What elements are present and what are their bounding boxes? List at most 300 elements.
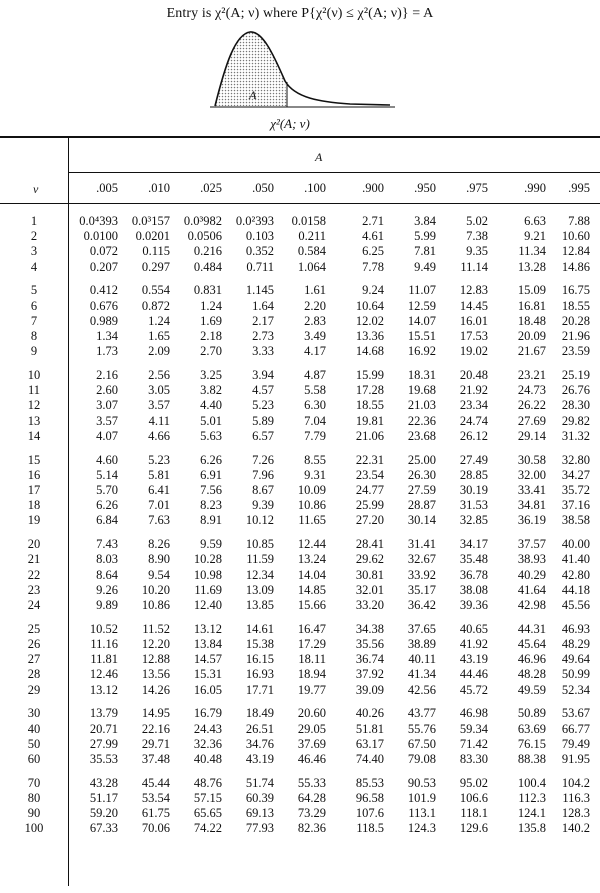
value-cell: 42.98 <box>517 598 546 612</box>
value-cell: 5.23 <box>252 398 274 412</box>
value-cell: 43.28 <box>89 776 118 790</box>
value-cell: 26.22 <box>517 398 546 412</box>
value-cell: 4.66 <box>148 429 170 443</box>
value-cell: 7.88 <box>568 214 590 228</box>
value-cell: 8.67 <box>252 483 274 497</box>
value-cell: 50.99 <box>561 667 590 681</box>
value-cell: 8.55 <box>304 453 326 467</box>
degrees-of-freedom-cell: 29 <box>27 683 41 697</box>
value-cell: 15.38 <box>245 637 274 651</box>
value-cell: 0.711 <box>246 260 274 274</box>
value-cell: 53.54 <box>141 791 170 805</box>
value-cell: 35.53 <box>89 752 118 766</box>
table-caption: Entry is χ²(A; ν) where P{χ²(ν) ≤ χ²(A; ν)} = A <box>166 6 434 21</box>
value-cell: 9.35 <box>466 244 488 258</box>
degrees-of-freedom-cell: 26 <box>27 637 41 651</box>
column-header-900: .900 <box>362 181 384 195</box>
value-cell: 12.34 <box>245 568 274 582</box>
value-cell: 16.75 <box>561 283 590 297</box>
value-cell: 90.53 <box>407 776 436 790</box>
value-cell: 9.39 <box>252 498 274 512</box>
value-cell: 40.65 <box>459 622 488 636</box>
degrees-of-freedom-cell: 100 <box>24 821 44 835</box>
value-cell: 40.11 <box>408 652 436 666</box>
value-cell: 9.49 <box>414 260 436 274</box>
value-cell: 41.92 <box>459 637 488 651</box>
value-cell: 7.43 <box>96 537 118 551</box>
degrees-of-freedom-cell: 20 <box>27 537 41 551</box>
value-cell: 14.85 <box>297 583 326 597</box>
value-cell: 19.81 <box>355 414 384 428</box>
value-cell: 2.20 <box>304 299 326 313</box>
value-cell: 16.81 <box>517 299 546 313</box>
column-header-975: .975 <box>466 181 488 195</box>
value-cell: 39.09 <box>355 683 384 697</box>
value-cell: 44.18 <box>561 583 590 597</box>
degrees-of-freedom-cell: 60 <box>27 752 41 766</box>
value-cell: 9.89 <box>96 598 118 612</box>
value-cell: 23.34 <box>459 398 488 412</box>
column-header-990: .990 <box>524 181 546 195</box>
degrees-of-freedom-cell: 3 <box>30 244 38 258</box>
value-cell: 45.56 <box>561 598 590 612</box>
curve-axis-label: χ²(A; ν) <box>270 116 310 131</box>
degrees-of-freedom-cell: 17 <box>27 483 41 497</box>
value-cell: 2.83 <box>304 314 326 328</box>
value-cell: 45.72 <box>459 683 488 697</box>
value-cell: 37.48 <box>141 752 170 766</box>
value-cell: 128.3 <box>561 806 590 820</box>
value-cell: 26.30 <box>407 468 436 482</box>
value-cell: 13.84 <box>193 637 222 651</box>
degrees-of-freedom-cell: 5 <box>30 283 38 297</box>
value-cell: 11.81 <box>90 652 118 666</box>
value-cell: 83.30 <box>459 752 488 766</box>
value-cell: 21.96 <box>561 329 590 343</box>
value-cell: 41.64 <box>517 583 546 597</box>
chi-square-density-curve <box>200 26 400 121</box>
degrees-of-freedom-cell: 11 <box>27 383 41 397</box>
value-cell: 18.55 <box>561 299 590 313</box>
value-cell: 40.29 <box>517 568 546 582</box>
value-cell: 3.07 <box>96 398 118 412</box>
value-cell: 0.0158 <box>291 214 326 228</box>
value-cell: 100.4 <box>517 776 546 790</box>
value-cell: 5.23 <box>148 453 170 467</box>
value-cell: 45.64 <box>517 637 546 651</box>
value-cell: 35.48 <box>459 552 488 566</box>
value-cell: 35.17 <box>407 583 436 597</box>
value-cell: 3.82 <box>200 383 222 397</box>
value-cell: 2.56 <box>148 368 170 382</box>
value-cell: 28.87 <box>407 498 436 512</box>
value-cell: 0.0⁴393 <box>79 214 118 228</box>
value-cell: 37.65 <box>407 622 436 636</box>
value-cell: 44.31 <box>517 622 546 636</box>
value-cell: 10.64 <box>355 299 384 313</box>
degrees-of-freedom-cell: 8 <box>30 329 38 343</box>
value-cell: 16.93 <box>245 667 274 681</box>
degrees-of-freedom-cell: 24 <box>27 598 41 612</box>
value-cell: 30.19 <box>459 483 488 497</box>
value-cell: 33.92 <box>407 568 436 582</box>
value-cell: 30.14 <box>407 513 436 527</box>
value-cell: 0.207 <box>89 260 118 274</box>
value-cell: 3.33 <box>252 344 274 358</box>
value-cell: 0.0100 <box>83 229 118 243</box>
value-cell: 7.78 <box>362 260 384 274</box>
value-cell: 1.24 <box>148 314 170 328</box>
value-cell: 3.84 <box>414 214 436 228</box>
value-cell: 37.92 <box>355 667 384 681</box>
value-cell: 13.12 <box>193 622 222 636</box>
value-cell: 20.09 <box>517 329 546 343</box>
value-cell: 45.44 <box>141 776 170 790</box>
value-cell: 79.49 <box>561 737 590 751</box>
value-cell: 13.24 <box>297 552 326 566</box>
value-cell: 55.33 <box>297 776 326 790</box>
degrees-of-freedom-cell: 14 <box>27 429 41 443</box>
column-header-025: .025 <box>200 181 222 195</box>
value-cell: 4.61 <box>362 229 384 243</box>
value-cell: 32.85 <box>459 513 488 527</box>
value-cell: 26.51 <box>245 722 274 736</box>
value-cell: 24.73 <box>517 383 546 397</box>
value-cell: 4.87 <box>304 368 326 382</box>
value-cell: 14.95 <box>141 706 170 720</box>
value-cell: 55.76 <box>407 722 436 736</box>
value-cell: 22.31 <box>355 453 384 467</box>
value-cell: 50.89 <box>517 706 546 720</box>
table-top-rule <box>0 136 600 138</box>
value-cell: 15.31 <box>193 667 222 681</box>
value-cell: 2.73 <box>252 329 274 343</box>
value-cell: 9.26 <box>96 583 118 597</box>
value-cell: 44.46 <box>459 667 488 681</box>
value-cell: 11.14 <box>460 260 488 274</box>
value-cell: 26.12 <box>459 429 488 443</box>
value-cell: 10.86 <box>141 598 170 612</box>
value-cell: 1.145 <box>245 283 274 297</box>
value-cell: 17.71 <box>245 683 274 697</box>
value-cell: 16.47 <box>297 622 326 636</box>
value-cell: 2.16 <box>96 368 118 382</box>
value-cell: 13.28 <box>517 260 546 274</box>
value-cell: 32.01 <box>355 583 384 597</box>
value-cell: 88.38 <box>517 752 546 766</box>
value-cell: 3.25 <box>200 368 222 382</box>
value-cell: 3.49 <box>304 329 326 343</box>
value-cell: 22.16 <box>141 722 170 736</box>
value-cell: 0.211 <box>298 229 326 243</box>
value-cell: 57.15 <box>193 791 222 805</box>
value-cell: 5.58 <box>304 383 326 397</box>
value-cell: 1.34 <box>96 329 118 343</box>
value-cell: 10.85 <box>245 537 274 551</box>
degrees-of-freedom-cell: 22 <box>27 568 41 582</box>
value-cell: 14.07 <box>407 314 436 328</box>
value-cell: 11.59 <box>246 552 274 566</box>
value-cell: 6.26 <box>96 498 118 512</box>
value-cell: 10.60 <box>561 229 590 243</box>
a-header-rule <box>68 172 600 173</box>
value-cell: 46.46 <box>297 752 326 766</box>
value-cell: 14.61 <box>245 622 274 636</box>
value-cell: 43.19 <box>245 752 274 766</box>
value-cell: 25.19 <box>561 368 590 382</box>
degrees-of-freedom-cell: 90 <box>27 806 41 820</box>
value-cell: 3.94 <box>252 368 274 382</box>
value-cell: 64.28 <box>297 791 326 805</box>
value-cell: 0.831 <box>193 283 222 297</box>
value-cell: 1.65 <box>148 329 170 343</box>
value-cell: 13.36 <box>355 329 384 343</box>
value-cell: 0.103 <box>245 229 274 243</box>
value-cell: 48.29 <box>561 637 590 651</box>
value-cell: 15.99 <box>355 368 384 382</box>
value-cell: 2.18 <box>200 329 222 343</box>
degrees-of-freedom-cell: 4 <box>30 260 38 274</box>
value-cell: 31.41 <box>407 537 436 551</box>
value-cell: 18.31 <box>407 368 436 382</box>
value-cell: 5.81 <box>148 468 170 482</box>
value-cell: 9.54 <box>148 568 170 582</box>
value-cell: 37.69 <box>297 737 326 751</box>
value-cell: 4.57 <box>252 383 274 397</box>
value-cell: 10.98 <box>193 568 222 582</box>
value-cell: 20.48 <box>459 368 488 382</box>
degrees-of-freedom-cell: 15 <box>27 453 41 467</box>
value-cell: 4.07 <box>96 429 118 443</box>
degrees-of-freedom-cell: 7 <box>30 314 38 328</box>
value-cell: 8.64 <box>96 568 118 582</box>
value-cell: 7.04 <box>304 414 326 428</box>
degrees-of-freedom-cell: 9 <box>30 344 38 358</box>
value-cell: 1.064 <box>297 260 326 274</box>
value-cell: 0.584 <box>297 244 326 258</box>
value-cell: 2.60 <box>96 383 118 397</box>
value-cell: 51.17 <box>89 791 118 805</box>
value-cell: 0.0201 <box>135 229 170 243</box>
value-cell: 0.297 <box>141 260 170 274</box>
value-cell: 35.56 <box>355 637 384 651</box>
value-cell: 12.83 <box>459 283 488 297</box>
value-cell: 11.52 <box>142 622 170 636</box>
value-cell: 63.17 <box>355 737 384 751</box>
value-cell: 12.46 <box>89 667 118 681</box>
column-header-995: .995 <box>568 181 590 195</box>
value-cell: 1.24 <box>200 299 222 313</box>
value-cell: 65.65 <box>193 806 222 820</box>
value-cell: 0.0³982 <box>183 214 222 228</box>
value-cell: 0.352 <box>245 244 274 258</box>
value-cell: 106.6 <box>459 791 488 805</box>
value-cell: 2.09 <box>148 344 170 358</box>
value-cell: 16.92 <box>407 344 436 358</box>
value-cell: 60.39 <box>245 791 274 805</box>
value-cell: 34.76 <box>245 737 274 751</box>
degrees-of-freedom-cell: 12 <box>27 398 41 412</box>
value-cell: 6.26 <box>200 453 222 467</box>
value-cell: 7.81 <box>414 244 436 258</box>
value-cell: 34.38 <box>355 622 384 636</box>
value-cell: 42.56 <box>407 683 436 697</box>
value-cell: 124.1 <box>517 806 546 820</box>
value-cell: 12.02 <box>355 314 384 328</box>
value-cell: 5.02 <box>466 214 488 228</box>
value-cell: 37.16 <box>561 498 590 512</box>
value-cell: 46.96 <box>517 652 546 666</box>
value-cell: 13.56 <box>141 667 170 681</box>
nu-column-header: ν <box>33 182 39 196</box>
value-cell: 74.22 <box>193 821 222 835</box>
value-cell: 140.2 <box>561 821 590 835</box>
value-cell: 118.5 <box>356 821 384 835</box>
value-cell: 9.21 <box>524 229 546 243</box>
value-cell: 16.15 <box>245 652 274 666</box>
value-cell: 27.20 <box>355 513 384 527</box>
value-cell: 32.67 <box>407 552 436 566</box>
value-cell: 11.65 <box>298 513 326 527</box>
value-cell: 32.80 <box>561 453 590 467</box>
value-cell: 107.6 <box>355 806 384 820</box>
value-cell: 20.28 <box>561 314 590 328</box>
value-cell: 101.9 <box>407 791 436 805</box>
value-cell: 38.89 <box>407 637 436 651</box>
value-cell: 7.56 <box>200 483 222 497</box>
value-cell: 12.84 <box>561 244 590 258</box>
value-cell: 14.26 <box>141 683 170 697</box>
value-cell: 21.92 <box>459 383 488 397</box>
value-cell: 113.1 <box>408 806 436 820</box>
value-cell: 59.20 <box>89 806 118 820</box>
value-cell: 91.95 <box>561 752 590 766</box>
degrees-of-freedom-cell: 13 <box>27 414 41 428</box>
value-cell: 104.2 <box>561 776 590 790</box>
value-cell: 4.60 <box>96 453 118 467</box>
value-cell: 40.26 <box>355 706 384 720</box>
value-cell: 9.59 <box>200 537 222 551</box>
value-cell: 17.29 <box>297 637 326 651</box>
column-header-100: .100 <box>304 181 326 195</box>
value-cell: 3.57 <box>148 398 170 412</box>
value-cell: 17.28 <box>355 383 384 397</box>
value-cell: 23.54 <box>355 468 384 482</box>
value-cell: 1.64 <box>252 299 274 313</box>
value-cell: 29.62 <box>355 552 384 566</box>
value-cell: 34.27 <box>561 468 590 482</box>
value-cell: 6.25 <box>362 244 384 258</box>
degrees-of-freedom-cell: 50 <box>27 737 41 751</box>
value-cell: 22.36 <box>407 414 436 428</box>
value-cell: 82.36 <box>297 821 326 835</box>
value-cell: 7.26 <box>252 453 274 467</box>
value-cell: 30.81 <box>355 568 384 582</box>
value-cell: 24.77 <box>355 483 384 497</box>
value-cell: 10.12 <box>245 513 274 527</box>
value-cell: 5.99 <box>414 229 436 243</box>
value-cell: 4.40 <box>200 398 222 412</box>
value-cell: 77.93 <box>245 821 274 835</box>
value-cell: 27.49 <box>459 453 488 467</box>
value-cell: 13.09 <box>245 583 274 597</box>
value-cell: 36.19 <box>517 513 546 527</box>
area-label: A <box>249 88 257 102</box>
value-cell: 118.1 <box>460 806 488 820</box>
value-cell: 1.69 <box>200 314 222 328</box>
value-cell: 14.86 <box>561 260 590 274</box>
value-cell: 23.68 <box>407 429 436 443</box>
value-cell: 49.64 <box>561 652 590 666</box>
value-cell: 15.51 <box>407 329 436 343</box>
value-cell: 0.872 <box>141 299 170 313</box>
value-cell: 5.14 <box>96 468 118 482</box>
value-cell: 6.91 <box>200 468 222 482</box>
value-cell: 12.20 <box>141 637 170 651</box>
column-header-005: .005 <box>96 181 118 195</box>
value-cell: 43.77 <box>407 706 436 720</box>
value-cell: 124.3 <box>407 821 436 835</box>
value-cell: 21.03 <box>407 398 436 412</box>
value-cell: 15.66 <box>297 598 326 612</box>
value-cell: 46.93 <box>561 622 590 636</box>
value-cell: 16.01 <box>459 314 488 328</box>
value-cell: 5.01 <box>200 414 222 428</box>
value-cell: 17.53 <box>459 329 488 343</box>
value-cell: 3.57 <box>96 414 118 428</box>
value-cell: 12.59 <box>407 299 436 313</box>
value-cell: 33.20 <box>355 598 384 612</box>
value-cell: 10.86 <box>297 498 326 512</box>
value-cell: 0.0²393 <box>235 214 274 228</box>
value-cell: 18.55 <box>355 398 384 412</box>
value-cell: 14.68 <box>355 344 384 358</box>
value-cell: 10.09 <box>297 483 326 497</box>
value-cell: 38.93 <box>517 552 546 566</box>
value-cell: 13.85 <box>245 598 274 612</box>
value-cell: 37.57 <box>517 537 546 551</box>
value-cell: 7.63 <box>148 513 170 527</box>
value-cell: 31.53 <box>459 498 488 512</box>
value-cell: 23.59 <box>561 344 590 358</box>
value-cell: 16.05 <box>193 683 222 697</box>
value-cell: 24.74 <box>459 414 488 428</box>
value-cell: 0.0506 <box>187 229 222 243</box>
value-cell: 67.33 <box>89 821 118 835</box>
value-cell: 14.45 <box>459 299 488 313</box>
value-cell: 96.58 <box>355 791 384 805</box>
value-cell: 36.78 <box>459 568 488 582</box>
value-cell: 21.06 <box>355 429 384 443</box>
value-cell: 19.02 <box>459 344 488 358</box>
degrees-of-freedom-cell: 19 <box>27 513 41 527</box>
value-cell: 0.0³157 <box>131 214 170 228</box>
value-cell: 35.72 <box>561 483 590 497</box>
value-cell: 34.17 <box>459 537 488 551</box>
value-cell: 0.484 <box>193 260 222 274</box>
value-cell: 39.36 <box>459 598 488 612</box>
value-cell: 3.05 <box>148 383 170 397</box>
value-cell: 61.75 <box>141 806 170 820</box>
value-cell: 41.40 <box>561 552 590 566</box>
value-cell: 8.91 <box>200 513 222 527</box>
value-cell: 76.15 <box>517 737 546 751</box>
value-cell: 70.06 <box>141 821 170 835</box>
value-cell: 28.41 <box>355 537 384 551</box>
value-cell: 29.05 <box>297 722 326 736</box>
value-cell: 6.30 <box>304 398 326 412</box>
value-cell: 4.17 <box>304 344 326 358</box>
